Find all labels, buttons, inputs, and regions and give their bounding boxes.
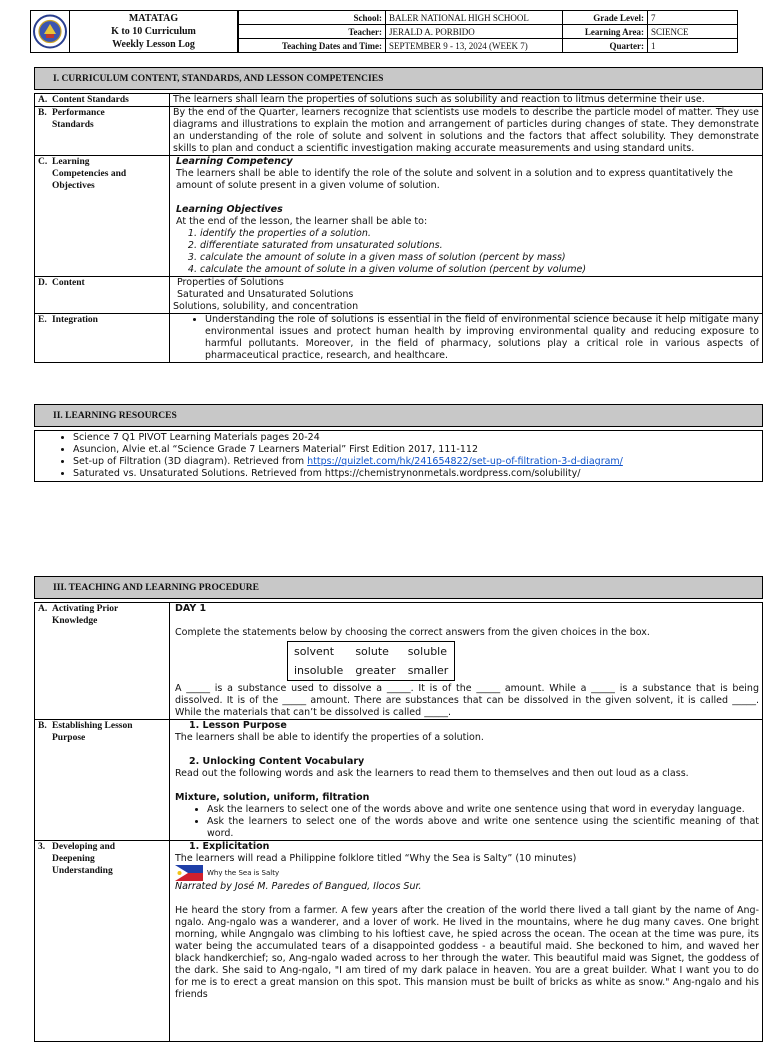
resource-item: • Asuncion, Alvie et.al “Science Grade 7 Learners Material” First Edition 2017, 111-112 <box>73 444 759 456</box>
vocabulary-heading: 2. Unlocking Content Vocabulary <box>189 756 365 767</box>
explicitation-heading: 1. Explicitation <box>189 841 270 852</box>
choice-word: insoluble <box>294 664 344 677</box>
lesson-purpose-label: B. Establishing Lesson Purpose <box>35 720 170 841</box>
competency-title: Learning Competency <box>176 156 293 167</box>
choice-word: solvent <box>294 645 335 658</box>
resource-item: • Set-up of Filtration (3D diagram). Retrieved from https://quizlet.com/hk/241654822/set-up-of-filtration-3-d-diagram/ <box>73 456 759 468</box>
vocabulary-task: • Ask the learners to select one of the words above and write one sentence using that word in everyday language. <box>207 804 759 816</box>
section-procedure-table <box>34 576 763 1042</box>
objective-item: 4. calculate the amount of solute in a given volume of solution (percent by volume) <box>200 264 759 276</box>
objective-item: 2. differentiate saturated from unsaturated solutions. <box>200 240 759 252</box>
activating-instructions: Complete the statements below by choosing the correct answers from the given choices in the box. <box>175 627 650 638</box>
fill-in-paragraph: A _____ is a substance used to dissolve a _____. It is of the _____ amount. While a _____ is a substance that is being dissolved. It is of the _____ amount. There are substances that can be dissolved in the given solvent, it is called _____. While the materials that can’t be dissolved is called _____. <box>175 683 759 718</box>
curriculum-title <box>70 10 238 53</box>
section-curriculum-table <box>34 67 763 363</box>
title-line-2: K to 10 Curriculum <box>111 26 196 37</box>
grade-label: Grade Level: <box>563 11 648 25</box>
objective-item: 1. identify the properties of a solution. <box>200 228 759 240</box>
section-3-heading: III. TEACHING AND LEARNING PROCEDURE <box>35 577 763 599</box>
dates-label: Teaching Dates and Time: <box>239 39 386 53</box>
integration-label: E. Integration <box>35 314 170 363</box>
objectives-intro: At the end of the lesson, the learner shall be able to: <box>176 216 428 227</box>
title-line-1: MATATAG <box>128 13 179 24</box>
story-text: He heard the story from a farmer. A few years after the creation of the world there lived a tall giant by the name of Ang-ngalo. Ang-ngalo was a wanderer, and a lover of work. He lived in the mountains, where he dug many caves. One bright morning, while Angngalo was climbing to his loftiest cave, he spied across the ocean. The ocean at the time was pure, its water being the accumulated tears of a disappointed goddess - a beautiful maid. She beckoned to him, and waved her black handkerchief; so, Ang-ngalo waded across to her through the water. This beautiful maid was Signet, the goddess of the dark. She said to Ang-ngalo, "I am tired of my dark palace in heaven. You are a great builder. What I want you to do for me is to erect a great mansion on this spot. This mansion must be built of bricks as white as snow." Ang-ngalo and his friends <box>175 905 759 1000</box>
integration-text: • Understanding the role of solutions is essential in the field of environmental science because it help mitigate many environmental issues and protect human health by improving environmental quality and reducing exposure to harmful pollutants. Moreover, in the field of pharmacy, solutions play a critical role in various aspects of pharmaceutical practice, research, and healthcare. <box>205 314 759 362</box>
performance-standards-text: By the end of the Quarter, learners recognize that scientists use models to describe the particle model of matter. They use diagrams and illustrations to explain the motion and arrangement of particles during changes of state. They demonstrate an understanding of the role of solute and solvent in solutions and the factors that affect solubility. They demonstrate skills to plan and conduct a scientific investigation making accurate measurements and using standard units. <box>170 107 763 156</box>
content-cell <box>170 277 763 314</box>
content-standards-label: A. Content Standards <box>35 94 170 107</box>
deepening-cell <box>170 841 763 1042</box>
resource-item: • Science 7 Q1 PIVOT Learning Materials pages 20-24 <box>73 432 759 444</box>
choice-word: solute <box>355 645 389 658</box>
area-value: SCIENCE <box>648 25 738 39</box>
section-2-heading: II. LEARNING RESOURCES <box>35 405 763 427</box>
dates-value: SEPTEMBER 9 - 13, 2024 (WEEK 7) <box>386 39 563 53</box>
choice-word: greater <box>355 664 396 677</box>
explicitation-text: The learners will read a Philippine folklore titled “Why the Sea is Salty” (10 minutes) <box>175 853 577 864</box>
quarter-label: Quarter: <box>563 39 648 53</box>
title-line-3: Weekly Lesson Log <box>112 39 195 50</box>
vocabulary-words: Mixture, solution, uniform, filtration <box>175 792 370 803</box>
content-label: D. Content <box>35 277 170 314</box>
vocabulary-task: • Ask the learners to select one of the words above and write one sentence using the scientific meaning of that word. <box>207 816 759 840</box>
lesson-purpose-text: The learners shall be able to identify the properties of a solution. <box>175 732 484 743</box>
lesson-purpose-cell <box>170 720 763 841</box>
word-choices-box <box>287 641 455 681</box>
activating-label: A. Activating Prior Knowledge <box>35 603 170 720</box>
philippine-flag-icon <box>175 865 203 881</box>
competency-text: The learners shall be able to identify the role of the solute and solvent in a solution and to express quantitatively the amount of solute present in a given volume of solution. <box>176 168 733 191</box>
choice-word: soluble <box>407 645 447 658</box>
resources-cell <box>35 431 763 482</box>
lesson-purpose-heading: 1. Lesson Purpose <box>189 720 287 731</box>
performance-standards-label: B. Performance Standards <box>35 107 170 156</box>
content-standards-text: The learners shall learn the properties of solutions such as solubility and reaction to litmus determine their use. <box>170 94 763 107</box>
teacher-value: JERALD A. PORBIDO <box>386 25 563 39</box>
school-value: BALER NATIONAL HIGH SCHOOL <box>386 11 563 25</box>
lesson-log-header <box>30 10 738 53</box>
content-line: Solutions, solubility, and concentration <box>173 301 359 312</box>
deepening-label: 3. Developing and Deepening Understanding <box>35 841 170 1042</box>
objectives-title: Learning Objectives <box>176 204 283 215</box>
objectives-list <box>176 228 759 276</box>
competencies-label: C. Learning Competencies and Objectives <box>35 156 170 277</box>
objective-item: 3. calculate the amount of solute in a given mass of solution (percent by mass) <box>200 252 759 264</box>
activating-cell <box>170 603 763 720</box>
content-line: Saturated and Unsaturated Solutions <box>177 289 354 300</box>
deped-seal-logo <box>30 10 70 53</box>
story-narrator: Narrated by José M. Paredes of Bangued, Ilocos Sur. <box>175 881 422 892</box>
section-resources-table <box>34 404 763 482</box>
section-1-heading: I. CURRICULUM CONTENT, STANDARDS, AND LESSON COMPETENCIES <box>35 68 763 90</box>
integration-cell <box>170 314 763 363</box>
grade-value: 7 <box>648 11 738 25</box>
filtration-diagram-link[interactable]: https://quizlet.com/hk/241654822/set-up-of-filtration-3-d-diagram/ <box>307 456 623 467</box>
competencies-cell <box>170 156 763 277</box>
school-label: School: <box>239 11 386 25</box>
vocabulary-text: Read out the following words and ask the learners to read them to themselves and then out loud as a class. <box>175 768 689 779</box>
story-title-line <box>175 865 759 881</box>
area-label: Learning Area: <box>563 25 648 39</box>
story-title: Why the Sea is Salty <box>207 869 280 877</box>
header-info-table <box>238 10 738 53</box>
resource-item: • Saturated vs. Unsaturated Solutions. Retrieved from https://chemistrynonmetals.wordpress.com/solubility/ <box>73 468 759 480</box>
day-label: DAY 1 <box>175 603 207 614</box>
choice-word: smaller <box>407 664 449 677</box>
teacher-label: Teacher: <box>239 25 386 39</box>
content-line: Properties of Solutions <box>177 277 284 288</box>
quarter-value: 1 <box>648 39 738 53</box>
